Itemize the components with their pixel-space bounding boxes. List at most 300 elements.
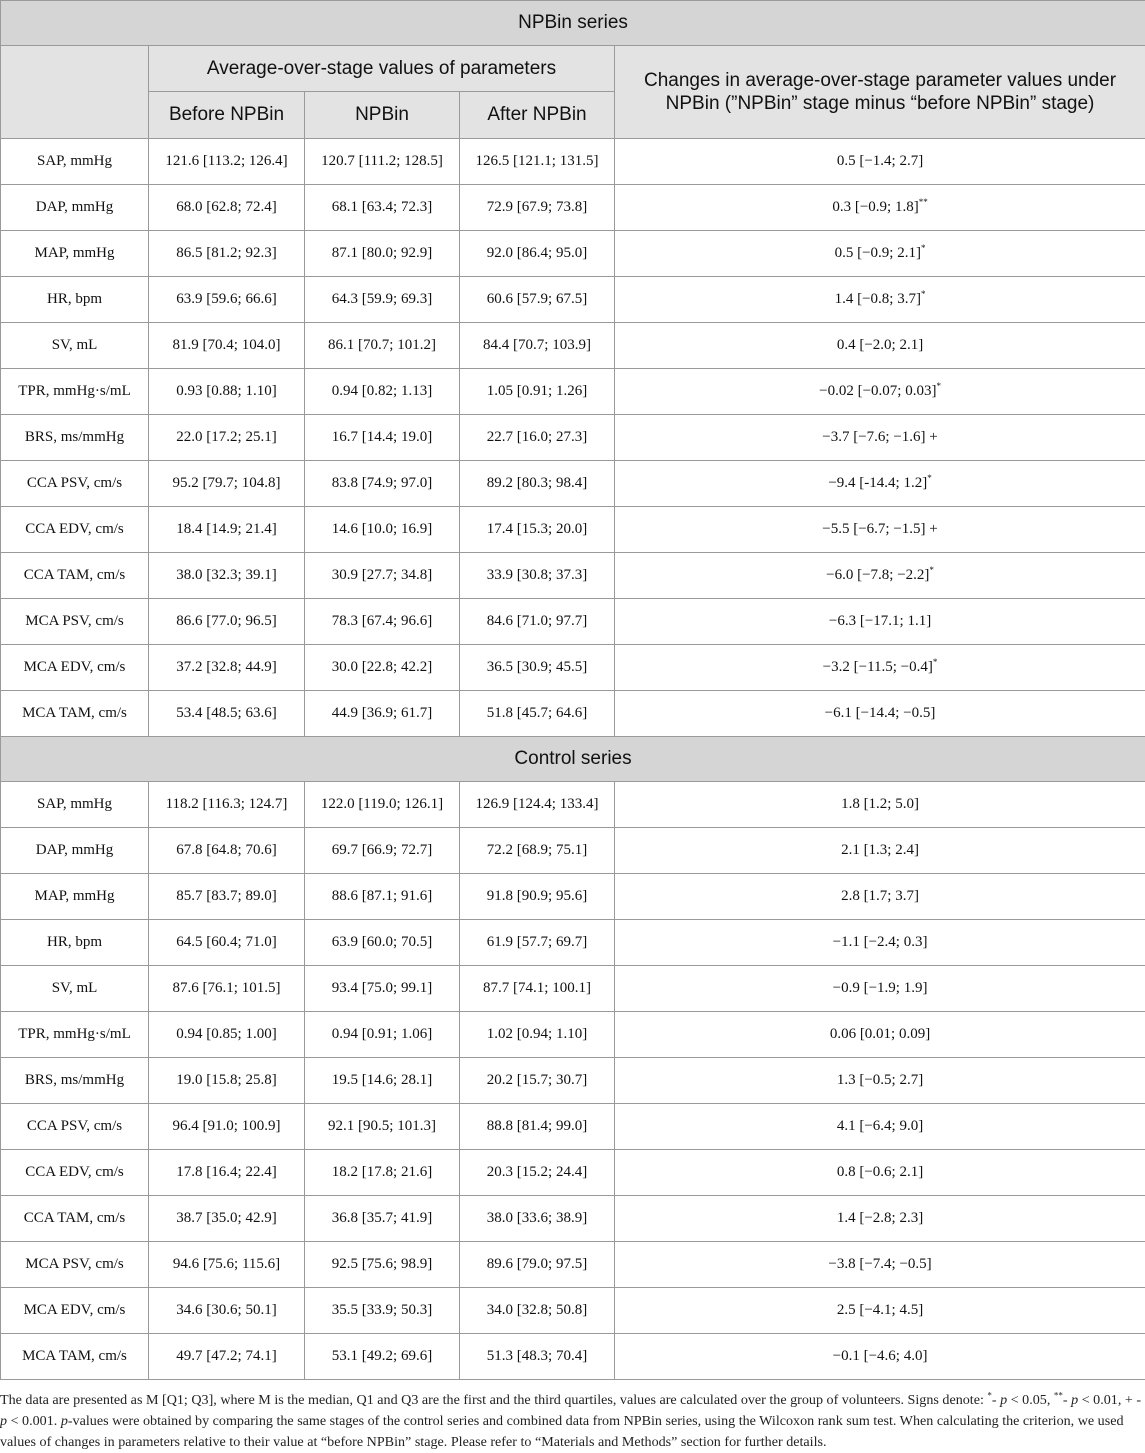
cell-value: 89.6 [79.0; 97.5] [487,1256,587,1272]
cell-value: −6.1 [−14.4; −0.5] [825,705,936,721]
before-npbin-cell [149,323,305,369]
after-npbin-cell [460,1104,615,1150]
parameter-cell [1,1288,149,1334]
table-row [1,874,1145,920]
cell-value: 1.4 [−2.8; 2.3] [837,1210,923,1226]
npbin-cell [305,139,460,185]
parameter-cell [1,828,149,874]
before-npbin-cell [149,231,305,277]
cell-value: 86.5 [81.2; 92.3] [176,245,276,261]
before-npbin-cell [149,369,305,415]
change-cell [615,920,1145,966]
cell-value: 17.4 [15.3; 20.0] [487,521,587,537]
npbin-cell [305,231,460,277]
after-npbin-cell [460,1058,615,1104]
cell-value: 2.5 [−4.1; 4.5] [837,1302,923,1318]
parameter-cell [1,1104,149,1150]
cell-value: −0.9 [−1.9; 1.9] [833,980,928,996]
cell-value: 34.6 [30.6; 50.1] [176,1302,276,1318]
cell-value: 95.2 [79.7; 104.8] [173,475,281,491]
cell-value: 67.8 [64.8; 70.6] [176,842,276,858]
npbin-cell [305,599,460,645]
after-npbin-cell [460,461,615,507]
change-cell [615,1058,1145,1104]
cell-value: 0.5 [−0.9; 2.1] [835,245,921,261]
parameter-cell [1,553,149,599]
cell-value: 20.3 [15.2; 24.4] [487,1164,587,1180]
cell-value: CCA EDV, cm/s [25,521,124,537]
table-row [1,1058,1145,1104]
cell-value: 0.8 [−0.6; 2.1] [837,1164,923,1180]
cell-value: CCA TAM, cm/s [24,1210,125,1226]
change-cell [615,277,1145,323]
after-npbin-cell [460,1012,615,1058]
parameter-cell [1,369,149,415]
npbin-cell [305,645,460,691]
cell-value: −9.4 [-14.4; 1.2] [828,475,927,491]
npbin-cell [305,277,460,323]
cell-value: 0.94 [0.85; 1.00] [176,1026,276,1042]
cell-value: MCA TAM, cm/s [22,705,127,721]
parameter-cell [1,1334,149,1380]
cell-value: 36.8 [35.7; 41.9] [332,1210,432,1226]
cell-value: −6.3 [−17.1; 1.1] [829,613,931,629]
parameter-cell [1,1196,149,1242]
table-row [1,828,1145,874]
cell-value: −0.02 [−0.07; 0.03] [819,383,936,399]
npbin-cell [305,920,460,966]
footnote-p: p [1071,1392,1078,1408]
table-row [1,966,1145,1012]
cell-value: MAP, mmHg [34,245,114,261]
significance-mark: * [927,473,932,483]
cell-value: CCA PSV, cm/s [27,1118,122,1134]
significance-mark: * [936,381,941,391]
after-npbin-cell [460,966,615,1012]
npbin-series-title: NPBin series [1,1,1145,46]
after-npbin-cell [460,507,615,553]
footnote-p: p [61,1413,68,1429]
cell-value: 33.9 [30.8; 37.3] [487,567,587,583]
average-values-header: Average-over-stage values of parameters [149,46,615,92]
before-npbin-cell [149,1150,305,1196]
cell-value: MAP, mmHg [34,888,114,904]
footnote-text: < 0.05, [1007,1392,1054,1408]
cell-value: 38.0 [33.6; 38.9] [487,1210,587,1226]
parameter-cell [1,966,149,1012]
before-npbin-cell [149,1104,305,1150]
cell-value: 92.5 [75.6; 98.9] [332,1256,432,1272]
table-row [1,1334,1145,1380]
cell-value: 53.4 [48.5; 63.6] [176,705,276,721]
parameter-cell [1,139,149,185]
cell-value: 1.8 [1.2; 5.0] [841,796,919,812]
npbin-cell [305,1288,460,1334]
cell-value: 14.6 [10.0; 16.9] [332,521,432,537]
parameter-cell [1,507,149,553]
table-row [1,1242,1145,1288]
cell-value: 83.8 [74.9; 97.0] [332,475,432,491]
cell-value: −6.0 [−7.8; −2.2] [826,567,929,583]
cell-value: SV, mL [52,337,98,353]
cell-value: 89.2 [80.3; 98.4] [487,475,587,491]
cell-value: 4.1 [−6.4; 9.0] [837,1118,923,1134]
significance-mark: * [921,289,926,299]
cell-value: 120.7 [111.2; 128.5] [321,153,443,169]
before-npbin-cell [149,1058,305,1104]
before-npbin-cell [149,782,305,828]
cell-value: 96.4 [91.0; 100.9] [173,1118,281,1134]
cell-value: 17.8 [16.4; 22.4] [176,1164,276,1180]
after-npbin-cell [460,1196,615,1242]
before-npbin-cell [149,415,305,461]
changes-header: Changes in average-over-stage parameter values under NPBin (”NPBin” stage minus “before NPBin” stage) [615,46,1145,139]
cell-value: 30.0 [22.8; 42.2] [332,659,432,675]
parameter-cell [1,599,149,645]
cell-value: MCA PSV, cm/s [25,1256,124,1272]
control-series-title: Control series [1,737,1145,782]
npbin-cell [305,1150,460,1196]
cell-value: 126.5 [121.1; 131.5] [476,153,599,169]
cell-value: 68.0 [62.8; 72.4] [176,199,276,215]
after-npbin-cell [460,553,615,599]
cell-value: 84.6 [71.0; 97.7] [487,613,587,629]
table-row [1,139,1145,185]
cell-value: 53.1 [49.2; 69.6] [332,1348,432,1364]
change-cell [615,139,1145,185]
npbin-cell [305,185,460,231]
footnote-text: The data are presented as M [Q1; Q3], where M is the median, Q1 and Q3 are the first and the third quartiles, values are calculated over the group of volunteers. Signs denote: [0,1392,987,1408]
table-row [1,1288,1145,1334]
change-cell [615,1334,1145,1380]
parameter-cell [1,461,149,507]
cell-value: BRS, ms/mmHg [25,429,124,445]
cell-value: 0.4 [−2.0; 2.1] [837,337,923,353]
footnote-text: - [992,1392,1000,1408]
table-row [1,461,1145,507]
cell-value: −1.1 [−2.4; 0.3] [833,934,928,950]
change-cell [615,1150,1145,1196]
cell-value: 60.6 [57.9; 67.5] [487,291,587,307]
change-cell [615,553,1145,599]
table-row [1,599,1145,645]
cell-value: −3.2 [−11.5; −0.4] [823,659,933,675]
npbin-cell [305,828,460,874]
cell-value: 122.0 [119.0; 126.1] [321,796,443,812]
before-npbin-cell [149,920,305,966]
npbin-cell [305,415,460,461]
change-cell [615,966,1145,1012]
cell-value: 20.2 [15.7; 30.7] [487,1072,587,1088]
change-cell [615,1242,1145,1288]
cell-value: 37.2 [32.8; 44.9] [176,659,276,675]
parameter-cell [1,1242,149,1288]
cell-value: 86.1 [70.7; 101.2] [328,337,436,353]
parameter-cell [1,323,149,369]
footnote-text: < 0.01, + - [1078,1392,1141,1408]
parameter-cell [1,185,149,231]
after-npbin-cell [460,1242,615,1288]
table-row [1,277,1145,323]
table-row [1,185,1145,231]
change-cell [615,1012,1145,1058]
cell-value: 126.9 [124.4; 133.4] [476,796,599,812]
cell-value: 34.0 [32.8; 50.8] [487,1302,587,1318]
table-row [1,1104,1145,1150]
cell-value: −3.7 [−7.6; −1.6] + [822,429,938,445]
change-cell [615,185,1145,231]
stage-header-after: After NPBin [460,92,615,139]
cell-value: 64.3 [59.9; 69.3] [332,291,432,307]
cell-value: 87.1 [80.0; 92.9] [332,245,432,261]
after-npbin-cell [460,645,615,691]
cell-value: BRS, ms/mmHg [25,1072,124,1088]
cell-value: 72.9 [67.9; 73.8] [487,199,587,215]
parameter-cell [1,415,149,461]
after-npbin-cell [460,277,615,323]
significance-mark: * [929,565,934,575]
after-npbin-cell [460,139,615,185]
table-row [1,507,1145,553]
footnote-text: -values were obtained by comparing the same stages of the control series and combined data from NPBin series, using the Wilcoxon rank sum test. When calculating the criterion, we used values of changes in parameters relative to their value at “before NPBin” stage. Please refer to “Materials and Methods” section for further details. [0,1413,1124,1450]
footnote-p: p [1000,1392,1007,1408]
change-cell [615,874,1145,920]
cell-value: 87.6 [76.1; 101.5] [173,980,281,996]
parameter-cell [1,231,149,277]
table-row [1,323,1145,369]
after-npbin-cell [460,185,615,231]
cell-value: 22.0 [17.2; 25.1] [176,429,276,445]
change-cell [615,1196,1145,1242]
cell-value: 1.05 [0.91; 1.26] [487,383,587,399]
npbin-cell [305,553,460,599]
footnote-p: p [0,1413,7,1429]
change-cell [615,231,1145,277]
cell-value: 36.5 [30.9; 45.5] [487,659,587,675]
before-npbin-cell [149,1288,305,1334]
cell-value: 51.3 [48.3; 70.4] [487,1348,587,1364]
cell-value: 19.0 [15.8; 25.8] [176,1072,276,1088]
cell-value: 38.0 [32.3; 39.1] [176,567,276,583]
table-row [1,1150,1145,1196]
cell-value: 18.2 [17.8; 21.6] [332,1164,432,1180]
after-npbin-cell [460,1288,615,1334]
before-npbin-cell [149,507,305,553]
cell-value: 81.9 [70.4; 104.0] [173,337,281,353]
parameter-cell [1,691,149,737]
cell-value: 2.8 [1.7; 3.7] [841,888,919,904]
after-npbin-cell [460,1334,615,1380]
cell-value: 86.6 [77.0; 96.5] [176,613,276,629]
change-cell [615,599,1145,645]
cell-value: 92.0 [86.4; 95.0] [487,245,587,261]
before-npbin-cell [149,599,305,645]
cell-value: 88.6 [87.1; 91.6] [332,888,432,904]
after-npbin-cell [460,1150,615,1196]
before-npbin-cell [149,185,305,231]
change-cell [615,461,1145,507]
change-cell [615,1104,1145,1150]
cell-value: 0.5 [−1.4; 2.7] [837,153,923,169]
before-npbin-cell [149,691,305,737]
cell-value: MCA TAM, cm/s [22,1348,127,1364]
parameter-cell [1,874,149,920]
parameter-cell [1,782,149,828]
change-cell [615,507,1145,553]
table-row [1,553,1145,599]
cell-value: 0.93 [0.88; 1.10] [176,383,276,399]
before-npbin-cell [149,645,305,691]
cell-value: 78.3 [67.4; 96.6] [332,613,432,629]
cell-value: 72.2 [68.9; 75.1] [487,842,587,858]
cell-value: 38.7 [35.0; 42.9] [176,1210,276,1226]
cell-value: 84.4 [70.7; 103.9] [483,337,591,353]
before-npbin-cell [149,1196,305,1242]
cell-value: CCA TAM, cm/s [24,567,125,583]
cell-value: 87.7 [74.1; 100.1] [483,980,591,996]
cell-value: 44.9 [36.9; 61.7] [332,705,432,721]
after-npbin-cell [460,599,615,645]
parameter-cell [1,277,149,323]
cell-value: 0.94 [0.91; 1.06] [332,1026,432,1042]
cell-value: 19.5 [14.6; 28.1] [332,1072,432,1088]
cell-value: 1.3 [−0.5; 2.7] [837,1072,923,1088]
npbin-cell [305,461,460,507]
npbin-cell [305,1104,460,1150]
npbin-cell [305,1334,460,1380]
after-npbin-cell [460,691,615,737]
after-npbin-cell [460,920,615,966]
cell-value: 63.9 [59.6; 66.6] [176,291,276,307]
cell-value: CCA EDV, cm/s [25,1164,124,1180]
cell-value: TPR, mmHg·s/mL [18,383,131,399]
cell-value: DAP, mmHg [36,842,114,858]
control-series-body [1,782,1145,1380]
cell-value: HR, bpm [47,291,102,307]
cell-value: 64.5 [60.4; 71.0] [176,934,276,950]
cell-value: 0.06 [0.01; 0.09] [830,1026,930,1042]
before-npbin-cell [149,1012,305,1058]
npbin-cell [305,966,460,1012]
table-row [1,782,1145,828]
after-npbin-cell [460,828,615,874]
cell-value: TPR, mmHg·s/mL [18,1026,131,1042]
cell-value: 68.1 [63.4; 72.3] [332,199,432,215]
parameter-header-blank [1,46,149,139]
cell-value: −5.5 [−6.7; −1.5] + [822,521,938,537]
cell-value: 1.4 [−0.8; 3.7] [835,291,921,307]
cell-value: −0.1 [−4.6; 4.0] [833,1348,928,1364]
stage-header-before: Before NPBin [149,92,305,139]
npbin-cell [305,369,460,415]
cell-value: CCA PSV, cm/s [27,475,122,491]
cell-value: 91.8 [90.9; 95.6] [487,888,587,904]
cell-value: 30.9 [27.7; 34.8] [332,567,432,583]
parameter-cell [1,1058,149,1104]
parameter-cell [1,920,149,966]
cell-value: 92.1 [90.5; 101.3] [328,1118,436,1134]
cell-value: 2.1 [1.3; 2.4] [841,842,919,858]
before-npbin-cell [149,1334,305,1380]
significance-mark: * [921,243,926,253]
table-row [1,920,1145,966]
npbin-cell [305,507,460,553]
table-row [1,369,1145,415]
after-npbin-cell [460,323,615,369]
table-row [1,1012,1145,1058]
cell-value: DAP, mmHg [36,199,114,215]
npbin-cell [305,874,460,920]
npbin-cell [305,1012,460,1058]
before-npbin-cell [149,828,305,874]
significance-mark: * [933,657,938,667]
parameter-cell [1,645,149,691]
before-npbin-cell [149,277,305,323]
cell-value: SAP, mmHg [37,796,112,812]
npbin-cell [305,1242,460,1288]
cell-value: 0.3 [−0.9; 1.8] [832,199,918,215]
cell-value: 69.7 [66.9; 72.7] [332,842,432,858]
cell-value: 88.8 [81.4; 99.0] [487,1118,587,1134]
table-row [1,415,1145,461]
table-footnote [0,1390,1143,1453]
change-cell [615,782,1145,828]
npbin-cell [305,782,460,828]
npbin-cell [305,1196,460,1242]
cell-value: 63.9 [60.0; 70.5] [332,934,432,950]
cell-value: −3.8 [−7.4; −0.5] [828,1256,931,1272]
before-npbin-cell [149,1242,305,1288]
cell-value: SV, mL [52,980,98,996]
after-npbin-cell [460,874,615,920]
cell-value: 118.2 [116.3; 124.7] [166,796,288,812]
after-npbin-cell [460,415,615,461]
footnote-symbol: ** [1054,1390,1063,1400]
change-cell [615,1288,1145,1334]
cell-value: 0.94 [0.82; 1.13] [332,383,432,399]
before-npbin-cell [149,139,305,185]
change-cell [615,691,1145,737]
change-cell [615,369,1145,415]
footnote-symbol: * [987,1390,992,1400]
cell-value: MCA EDV, cm/s [24,659,126,675]
before-npbin-cell [149,461,305,507]
cell-value: 51.8 [45.7; 64.6] [487,705,587,721]
change-cell [615,828,1145,874]
change-cell [615,323,1145,369]
cell-value: 16.7 [14.4; 19.0] [332,429,432,445]
table-row [1,1196,1145,1242]
npbin-cell [305,323,460,369]
cell-value: 49.7 [47.2; 74.1] [176,1348,276,1364]
change-cell [615,415,1145,461]
after-npbin-cell [460,782,615,828]
cell-value: 94.6 [75.6; 115.6] [173,1256,280,1272]
table-row [1,645,1145,691]
cell-value: 85.7 [83.7; 89.0] [176,888,276,904]
cell-value: MCA PSV, cm/s [25,613,124,629]
before-npbin-cell [149,553,305,599]
table-row [1,231,1145,277]
cell-value: 18.4 [14.9; 21.4] [176,521,276,537]
npbin-cell [305,691,460,737]
npbin-cell [305,1058,460,1104]
cell-value: 1.02 [0.94; 1.10] [487,1026,587,1042]
cell-value: 22.7 [16.0; 27.3] [487,429,587,445]
cell-value: 35.5 [33.9; 50.3] [332,1302,432,1318]
npbin-series-body [1,139,1145,737]
cell-value: 121.6 [113.2; 126.4] [165,153,287,169]
